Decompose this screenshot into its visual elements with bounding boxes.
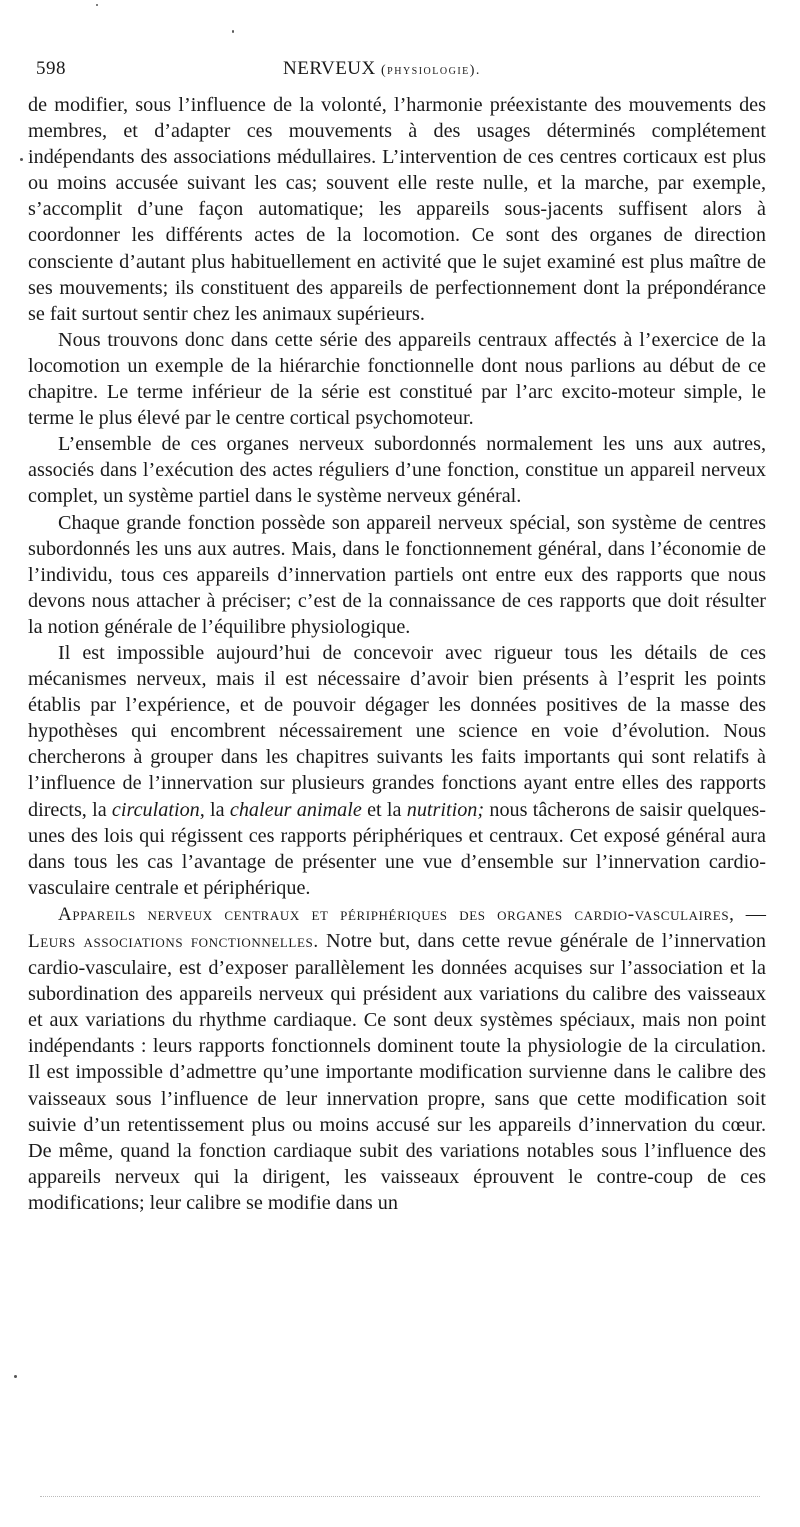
paragraph-5-text-c: et la [361, 798, 407, 821]
running-header [28, 52, 766, 86]
section-heading-title: Appareils nerveux centraux et périphériques des organes cardio-vasculaires, [58, 903, 735, 925]
paragraph-5-text-d: nous tâcherons de saisir quelques-unes des lois qui régissent ces rapports périphériques et centraux. Cet exposé général aura dans tous les cas l’avantage de présenter une vue d’ensemble sur l’innervation cardio-vasculaire centrale et périphérique. [28, 798, 766, 899]
ink-speck [232, 30, 234, 33]
paragraph-3: L’ensemble de ces organes nerveux subordonnés normalement les uns aux autres, associés dans l’exécution des actes réguliers d’une fonction, constitue un appareil nerveux complet, un système partiel dans le système nerveux général. [28, 433, 766, 508]
paragraph-2: Nous trouvons donc dans cette série des appareils centraux affectés à l’exercice de la locomotion un exemple de la hiérarchie fonctionnelle dont nous parlions au début de ce chapitre. Le terme inférieur de la série est constitué par l’arc excito-moteur simple, le terme le plus élevé par le centre cortical psychomoteur. [28, 328, 766, 430]
term-nutrition: nutrition; [406, 798, 485, 821]
term-chaleur-animale: chaleur animale [229, 798, 362, 821]
paragraph-5-text-b: la [204, 798, 230, 821]
ink-speck [96, 4, 98, 6]
paragraph-4: Chaque grande fonction possède son appareil nerveux spécial, son système de centres subordonnés les uns aux autres. Mais, dans le fonctionnement général, dans l’économie de l’individu, tous ces appareils d’innervation partiels ont entre eux des rapports que nous devons nous attacher à préciser; c’est de la connaissance de ces rapports que doit résulter la notion générale de l’équilibre physiologique. [28, 511, 766, 638]
body-text [28, 92, 766, 1216]
paragraph-5 [28, 640, 766, 901]
term-circulation: circulation, [111, 798, 205, 821]
bottom-rule [40, 1496, 760, 1498]
section-heading-dash: — [734, 902, 766, 925]
document-page [28, 52, 766, 1216]
running-title-main: NERVEUX [283, 58, 376, 79]
ink-speck [14, 1375, 17, 1378]
paragraph-5-text-a: Il est impossible aujourd’hui de concevoir avec rigueur tous les détails de ces mécanismes nerveux, mais il est nécessaire d’avoir bien présents à l’esprit les points établis par l’expérience, et de pouvoir dégager les données positives de la masse des hypothèses qui encombrent nécessairement une science en voie d’évolution. Nous chercherons à grouper dans les chapitres suivants les faits importants qui sont relatifs à l’influence de l’innervation sur plusieurs grandes fonctions ayant entre elles des rapports directs, la [28, 641, 766, 821]
section-text: Notre but, dans cette revue générale de l’innervation cardio-vasculaire, est d’exposer parallèlement les données acquises sur l’association et la subordination des appareils nerveux qui président aux variations du calibre des vaisseaux et aux variations du rhythme cardiaque. Ce sont deux systèmes spéciaux, mais non point indépendants : leurs rapports fonctionnels dominent toute la physiologie de la circulation. Il est impossible d’admettre qu’une importante modification survienne dans le calibre des vaisseaux sous l’influence de leur innervation propre, sans que cette modification soit suivie d’un retentissement plus ou moins accusé sur les appareils d’innervation du cœur. De même, quand la fonction cardiaque subit des variations notables sous l’influence des appareils nerveux qui la dirigent, les vaisseaux éprouvent le contre-coup de ces modifications; leur calibre se modifie dans un [28, 930, 766, 1214]
page-number: 598 [36, 58, 66, 79]
section-paragraph [28, 901, 766, 1216]
running-title-sub: (physiologie). [381, 63, 481, 78]
paragraph-1: de modifier, sous l’influence de la volonté, l’harmonie préexistante des mouvements des membres, et d’adapter ces mouvements à des usages déterminés complétement indépendants des associations médullaires. L’intervention de ces centres corticaux est plus ou moins accusée suivant les cas; souvent elle reste nulle, et la marche, par exemple, s’accomplit d’une façon automatique; les appareils sous-jacents suffisent alors à coordonner les différents actes de la locomotion. Ce sont des organes de direction consciente d’autant plus habituellement en activité que le sujet examiné est plus maître de ses mouvements; ils constituent des appareils de perfectionnement dont la prépondérance se fait surtout sentir chez les animaux supérieurs. [28, 94, 766, 325]
section-heading-subtitle: Leurs associations fonctionnelles. [28, 931, 319, 952]
ink-speck [20, 158, 23, 161]
running-title [283, 58, 481, 80]
